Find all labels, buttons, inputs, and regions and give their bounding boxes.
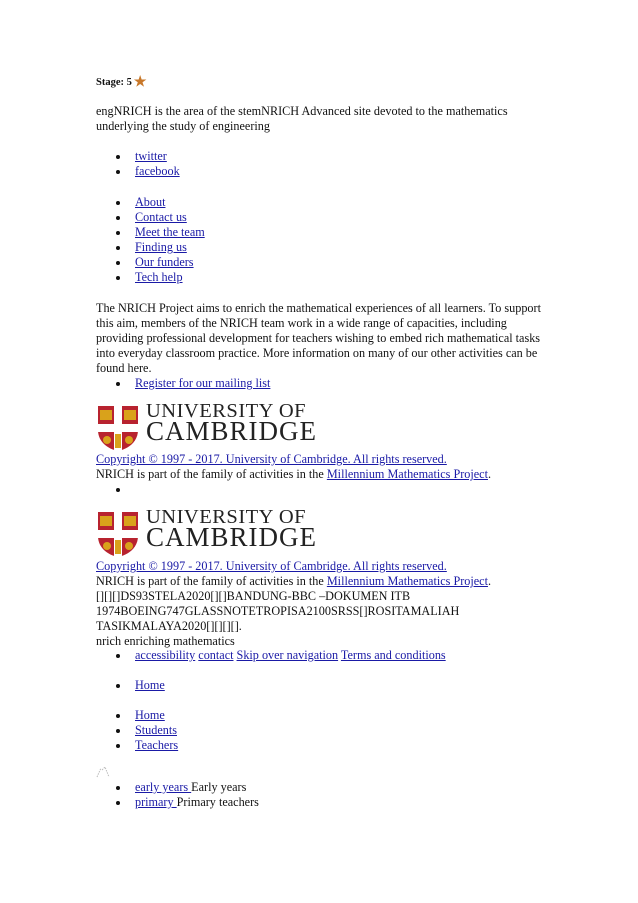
stage-label	[96, 74, 146, 90]
nav-item	[96, 270, 205, 285]
home-list	[96, 678, 165, 693]
logo-line2: CAMBRIDGE	[146, 522, 318, 552]
main-nav-item	[96, 708, 178, 723]
nav-item	[96, 195, 205, 210]
audience-list	[96, 780, 259, 810]
mmp-link[interactable]: Millennium Mathematics Project	[326, 467, 488, 481]
contact-link[interactable]: contact	[198, 648, 234, 662]
early-years-text: Early years	[191, 780, 247, 794]
early-years-link[interactable]: early years	[135, 780, 192, 794]
mailing-list-link[interactable]: Register for our mailing list	[135, 376, 271, 390]
garbled-line3: TASIKMALAYA2020[][][][].	[96, 619, 242, 633]
students-link[interactable]: Students	[135, 723, 177, 737]
skip-navigation-link[interactable]: Skip over navigation	[236, 648, 339, 662]
our-funders-link[interactable]: Our funders	[135, 255, 194, 269]
nav-links	[96, 195, 205, 285]
main-nav-item	[96, 723, 178, 738]
main-nav	[96, 708, 178, 753]
facebook-link[interactable]: facebook	[135, 164, 180, 178]
family-prefix: NRICH is part of the family of activities in the	[96, 574, 327, 588]
accessibility-link[interactable]: accessibility	[135, 648, 196, 662]
home-item	[96, 678, 165, 693]
logo-line1: UNIVERSITY OF	[146, 506, 307, 528]
cambridge-shield-icon	[96, 404, 140, 452]
utility-item	[96, 648, 446, 663]
family-prefix: NRICH is part of the family of activities in the	[96, 467, 327, 481]
copyright-line	[96, 559, 447, 574]
twitter-link[interactable]: twitter	[135, 149, 167, 163]
stage-text: Stage: 5	[96, 77, 132, 88]
tech-help-link[interactable]: Tech help	[135, 270, 183, 284]
primary-text: Primary teachers	[176, 795, 259, 809]
family-suffix: .	[487, 574, 492, 588]
mailing-list	[96, 376, 270, 391]
intro-paragraph: engNRICH is the area of the stemNRICH Advanced site devoted to the mathematics underlying the study of engineering	[96, 104, 508, 133]
audience-item	[96, 780, 259, 795]
copyright-link[interactable]: Copyright © 1997 - 2017. University of Cambridge. All rights reserved.	[96, 452, 447, 466]
social-item	[96, 164, 180, 179]
teachers-link[interactable]: Teachers	[135, 738, 179, 752]
family-suffix: .	[487, 467, 492, 481]
home-link[interactable]: Home	[135, 678, 165, 692]
copyright-link[interactable]: Copyright © 1997 - 2017. University of Cambridge. All rights reserved.	[96, 559, 447, 573]
nav-item	[96, 255, 205, 270]
meet-the-team-link[interactable]: Meet the team	[135, 225, 205, 239]
nav-item	[96, 225, 205, 240]
family-line	[96, 574, 491, 589]
social-item	[96, 149, 180, 164]
family-line	[96, 467, 491, 482]
nav-item	[96, 210, 205, 225]
star-icon: ★	[133, 75, 147, 90]
copyright-line	[96, 452, 447, 467]
main-nav-item	[96, 738, 178, 753]
primary-link[interactable]: primary	[135, 795, 177, 809]
cambridge-shield-icon	[96, 510, 140, 558]
empty-list	[96, 482, 135, 497]
terms-link[interactable]: Terms and conditions	[340, 648, 446, 662]
project-paragraph: The NRICH Project aims to enrich the mathematical experiences of all learners. To support this aim, members of the NRICH team work in a wide range of capacities, including providing professional development for teachers wishing to embed rich mathematical tasks into everyday classroom practice. More information on many of our other activities can be found here.	[96, 301, 541, 375]
utility-links	[96, 648, 446, 663]
mmp-link[interactable]: Millennium Mathematics Project	[326, 574, 488, 588]
cambridge-logo	[96, 506, 318, 558]
empty-item	[96, 482, 135, 497]
logo-line1: UNIVERSITY OF	[146, 400, 307, 422]
cambridge-logo	[96, 400, 318, 452]
finding-us-link[interactable]: Finding us	[135, 240, 187, 254]
home-nav-link[interactable]: Home	[135, 708, 165, 722]
garbled-line1: [][][]DS93STELA2020[][]BANDUNG-BBC –DOKUMEN ITB	[96, 589, 411, 603]
contact-us-link[interactable]: Contact us	[135, 210, 187, 224]
social-links	[96, 149, 180, 179]
about-link[interactable]: About	[135, 195, 166, 209]
audience-item	[96, 795, 259, 810]
mailing-item	[96, 376, 270, 391]
nrich-tagline: nrich enriching mathematics	[96, 634, 235, 648]
garbled-line2: 1974BOEING747GLASSNOTETROPISA2100SRSS[]ROSITAMALIAH	[96, 604, 460, 618]
logo-line2: CAMBRIDGE	[146, 416, 318, 446]
nav-item	[96, 240, 205, 255]
